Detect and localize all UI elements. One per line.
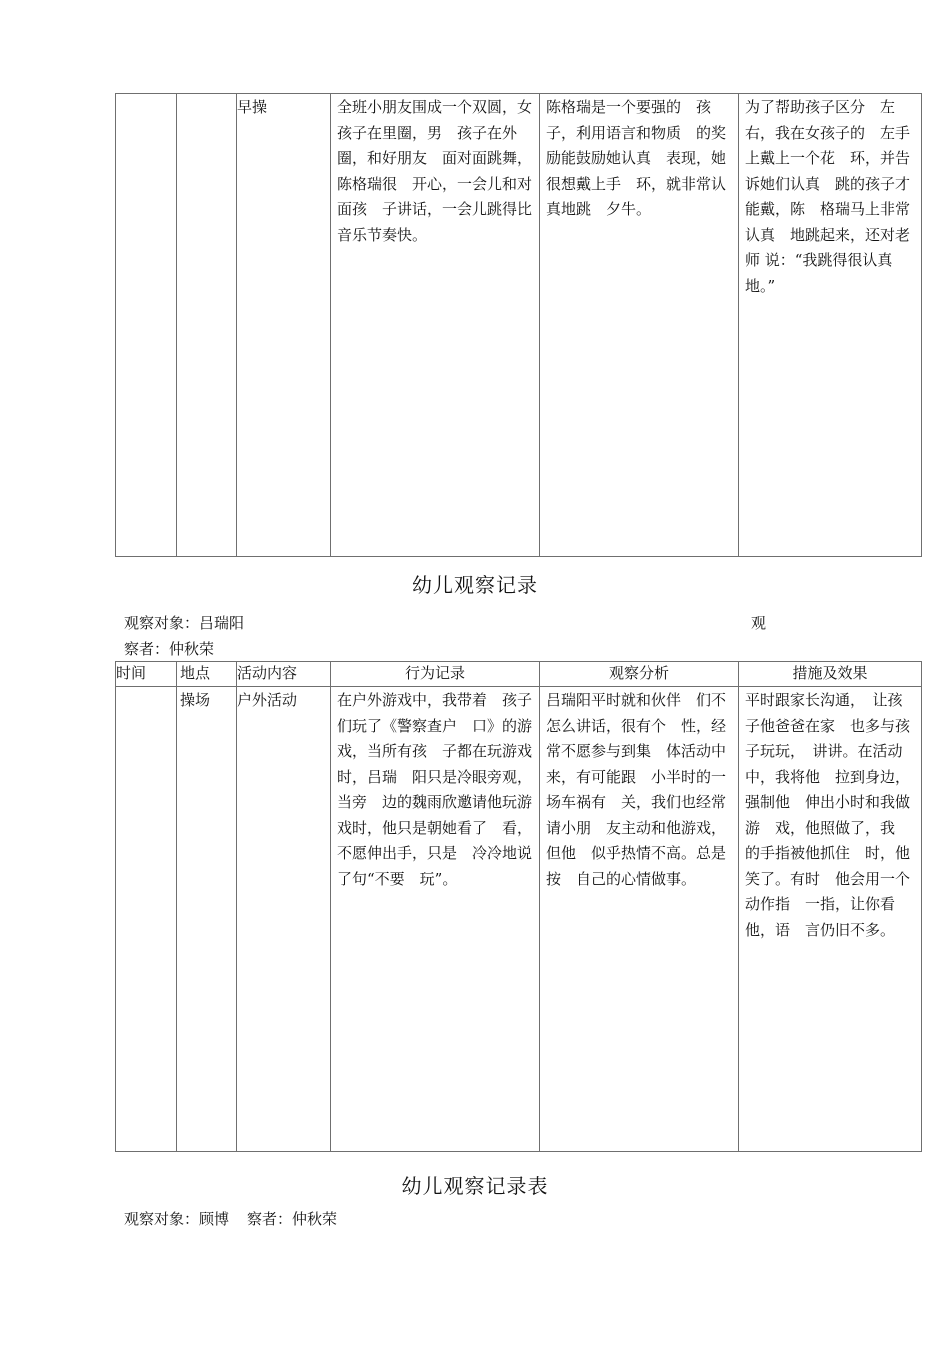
observation-table-2 [115,661,922,1152]
header-measures: 措施及效果 [739,662,922,687]
observer-line [124,638,214,659]
subject-line [124,612,244,633]
observation-table-1 [115,93,922,557]
header-location: 地点 [177,662,237,687]
subject-label: 观察对象： [124,1210,200,1228]
header-behavior: 行为记录 [331,662,540,687]
cell-measures: 平时跟家长沟通， 让孩子他爸爸在家 也多与孩子玩玩， 讲讲。在活动中，我将他 拉到身边，强制他 伸出小时和我做游 戏，他照做了，我 的手指被他抓住 时，他笑了。有时 他会用一个动作指 一指，让你看他，语 言仍旧不多。 [739,687,922,1152]
cell-behavior: 在户外游戏中，我带着 孩子们玩了《警察查户 口》的游戏，当所有孩 子都在玩游戏时，吕瑞 阳只是冷眼旁观，当旁 边的魏雨欣邀请他玩游 戏时，他只是朝她看了 看，不愿伸出手，只是 冷冷地说了句“不要 玩”。 [331,687,540,1152]
section-title-2: 幼儿观察记录表 [401,1174,549,1198]
observer-name: 仲秋荣 [292,1210,338,1228]
table-header-row [116,662,922,687]
header-activity: 活动内容 [237,662,331,687]
cell-analysis: 吕瑞阳平时就和伙伴 们不怎么讲话，很有个 性，经常不愿参与到集 体活动中来，有可能跟 小半时的一场车祸有 关，我们也经常请小朋 友主动和他游戏，但他 似乎热情不高。总是按 自己的心情做事。 [540,687,739,1152]
observer-label: 察者： [124,640,170,658]
cell-behavior: 全班小朋友围成一个双圆，女孩子在里圈，男 孩子在外圈，和好朋友 面对面跳舞，陈格瑞很 开心，一会儿和对面孩 子讲话，一会儿跳得比 音乐节奏快。 [331,94,540,557]
cell-time [116,94,177,557]
cell-location [177,94,237,557]
cell-activity: 早操 [237,94,331,557]
cell-activity: 户外活动 [237,687,331,1152]
subject-name: 顾博 [199,1210,230,1228]
cell-time [116,687,177,1152]
observer-name: 仲秋荣 [169,640,215,658]
section-title: 幼儿观察记录 [412,573,538,597]
header-analysis: 观察分析 [540,662,739,687]
subject-label: 观察对象： [124,614,200,632]
cell-measures: 为了帮助孩子区分 左右，我在女孩子的 左手上戴上一个花 环，并告诉她们认真 跳的孩子才能戴，陈 格瑞马上非常认真 地跳起来，还对老师 说：“我跳得很认真 地。” [739,94,922,557]
table-row [116,94,922,557]
header-time: 时间 [116,662,177,687]
observer-prefix: 观 [751,614,767,632]
subject-observer-line [124,1208,337,1229]
table-row [116,687,922,1152]
subject-name: 吕瑞阳 [199,614,245,632]
observer-label: 察者： [247,1210,293,1228]
cell-analysis: 陈格瑞是一个要强的 孩子，利用语言和物质 的奖励能鼓励她认真 表现，她很想戴上手 环，就非常认真地跳 夕牛。 [540,94,739,557]
cell-location: 操场 [177,687,237,1152]
